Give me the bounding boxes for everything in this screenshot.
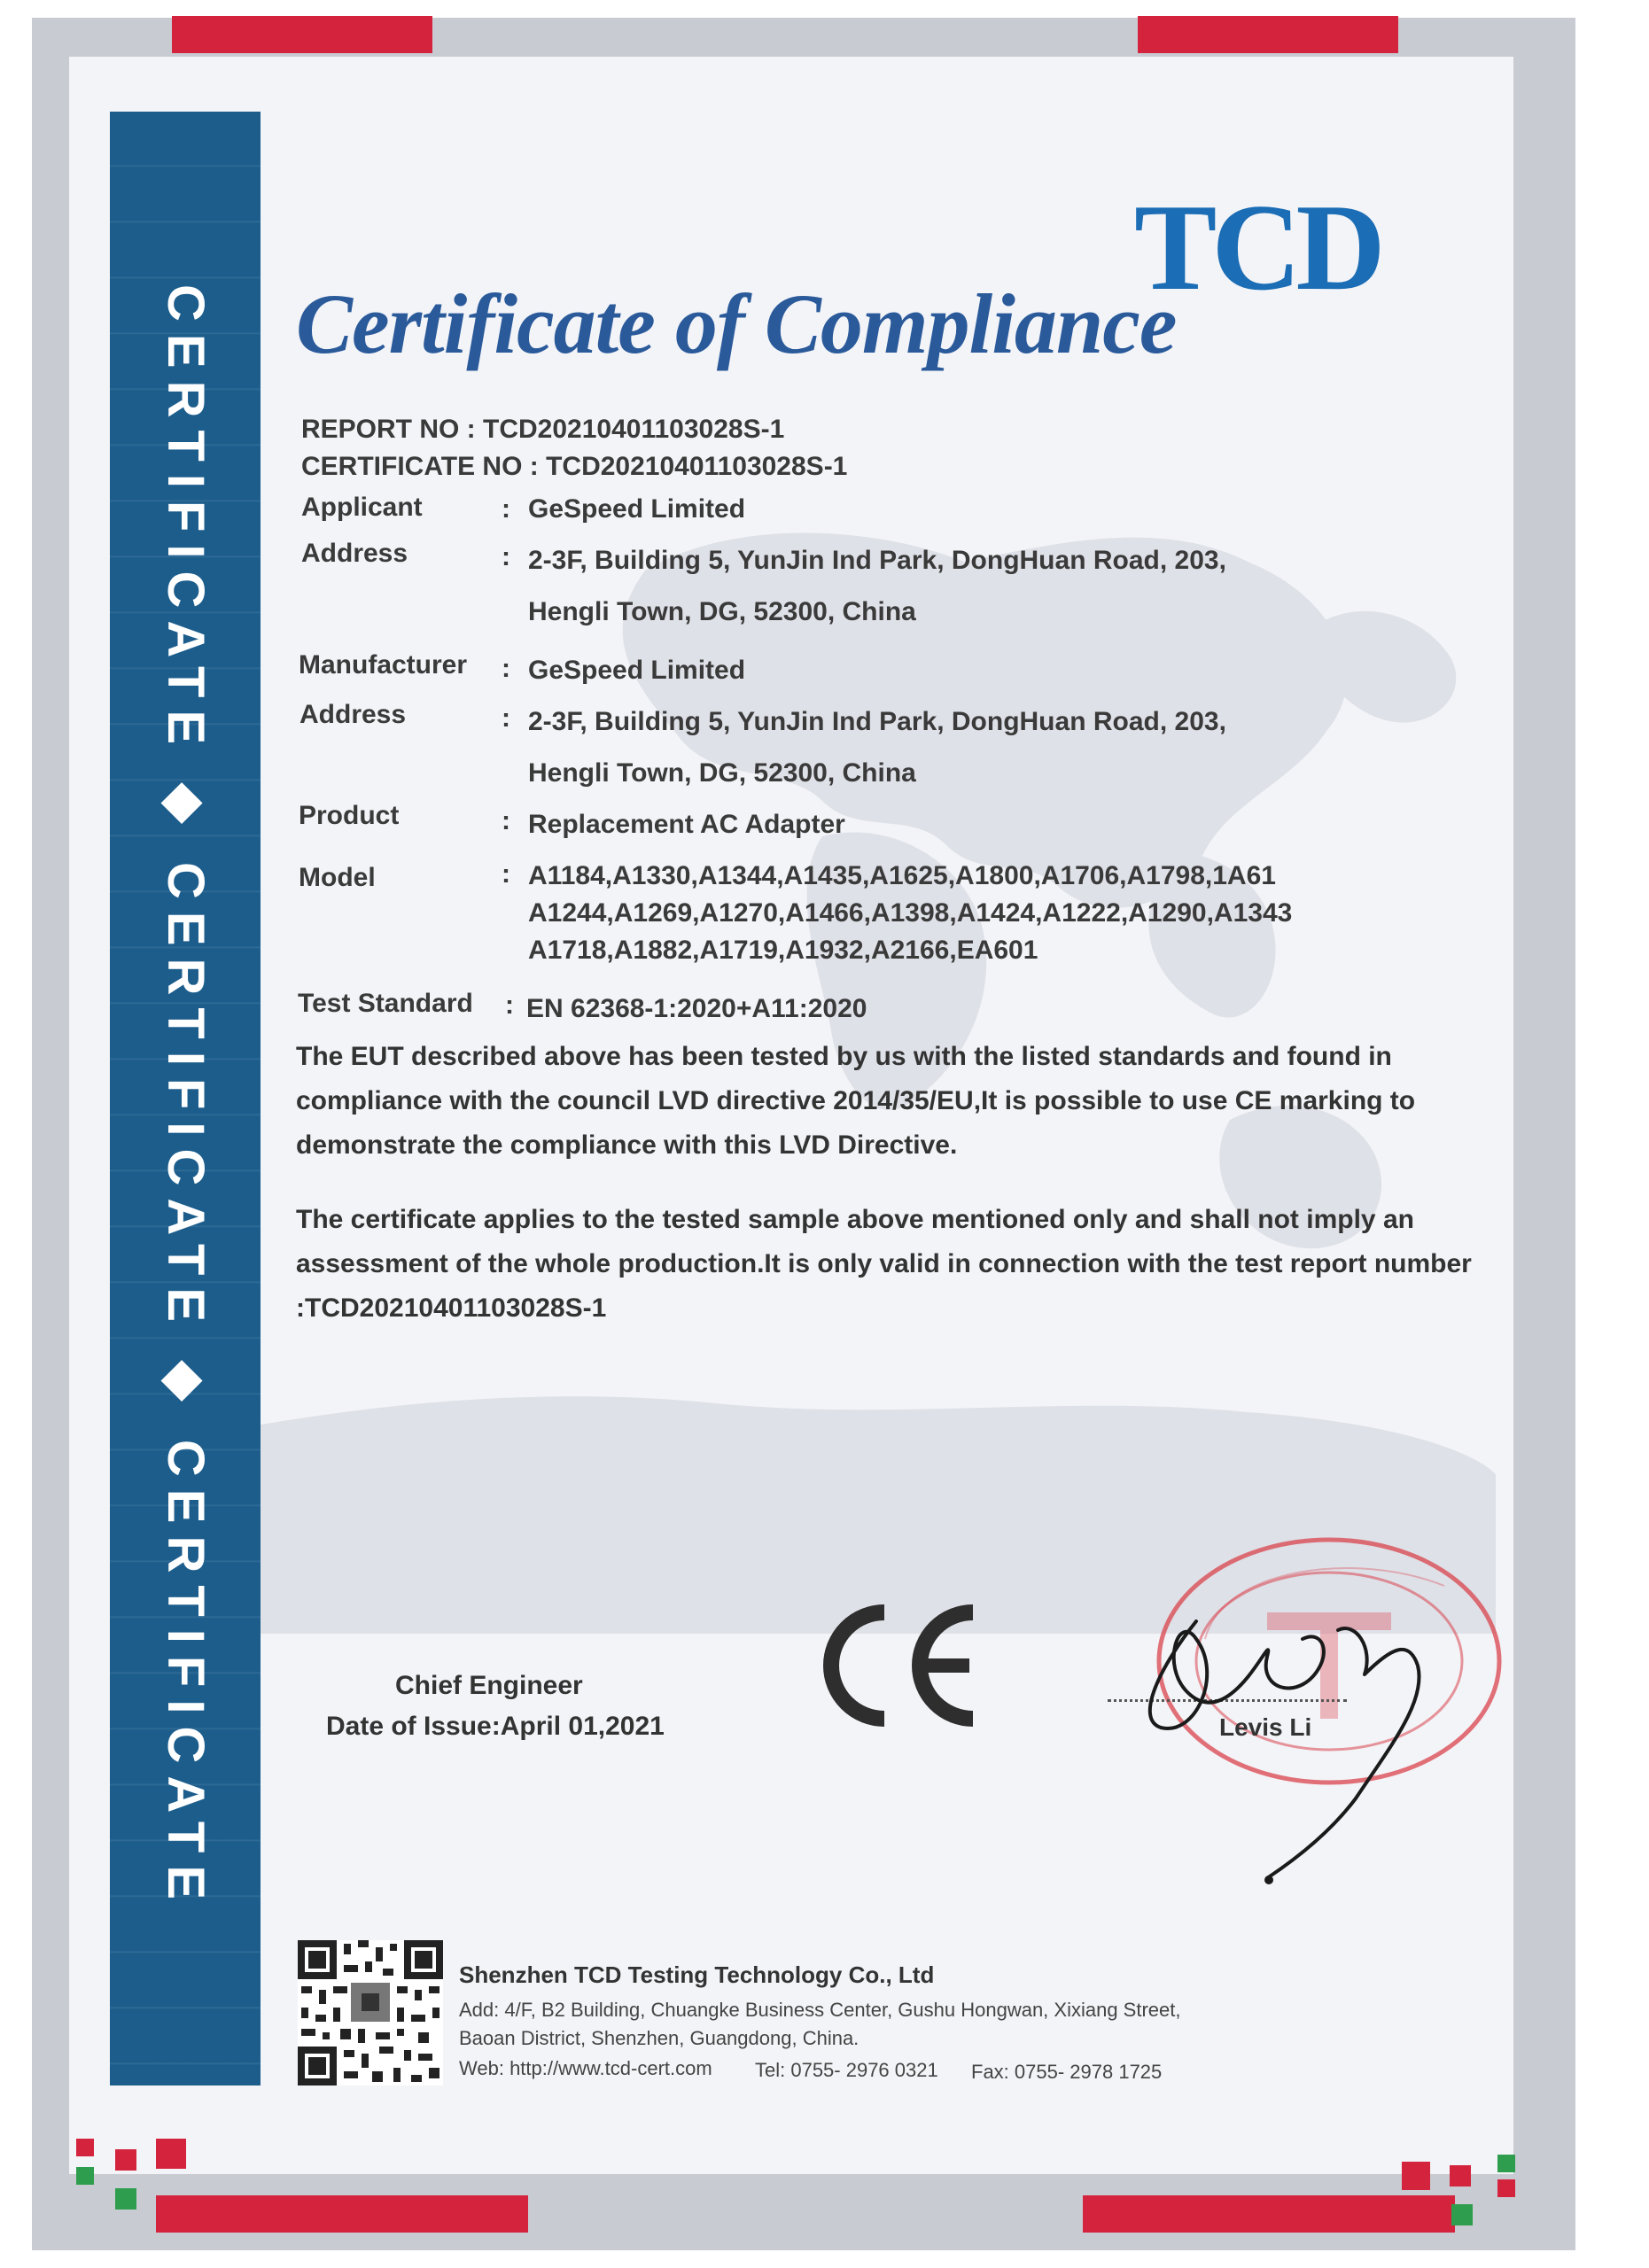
applicant-value: GeSpeed Limited [528,494,746,524]
date-of-issue: Date of Issue:April 01,2021 [326,1712,665,1741]
colon: : [502,494,510,524]
manufacturer-address-label: Address [299,700,407,729]
company-address-line1: Add: 4/F, B2 Building, Chuangke Business Center, Gushu Hongwan, Xixiang Street, [459,1999,1181,2021]
product-value: Replacement AC Adapter [528,810,845,839]
manufacturer-address-line2: Hengli Town, DG, 52300, China [528,758,916,788]
corner-square [1497,2179,1515,2197]
applicant-label: Applicant [301,493,423,522]
model-line: A1184,A1330,A1344,A1435,A1625,A1800,A1706,A1798,1A61 [528,861,1276,890]
handwritten-signature [1125,1568,1497,1896]
colon: : [502,542,510,571]
report-number: REPORT NO : TCD20210401103028S-1 [301,415,785,444]
corner-square [76,2167,94,2185]
corner-square [1402,2162,1430,2190]
manufacturer-address-line1: 2-3F, Building 5, YunJin Ind Park, DongHuan Road, 203, [528,707,1226,736]
company-name: Shenzhen TCD Testing Technology Co., Ltd [459,1961,935,1988]
bottom-bar-left [156,2195,528,2233]
colon: : [502,654,510,683]
corner-square [156,2139,186,2169]
manufacturer-label: Manufacturer [299,650,468,680]
model-line: A1244,A1269,A1270,A1466,A1398,A1424,A1222,A1290,A1343 [528,898,1293,928]
tcd-logo: TCD [1134,179,1381,316]
applicant-address-label: Address [301,539,408,568]
top-bar-left [172,16,432,53]
product-label: Product [299,801,400,830]
signer-name: Levis Li [1219,1713,1312,1741]
top-bar-right [1138,16,1398,53]
company-website: Web: http://www.tcd-cert.com [459,2057,712,2079]
test-standard-value: EN 62368-1:2020+A11:2020 [526,994,867,1023]
corner-square [115,2188,136,2210]
manufacturer-value: GeSpeed Limited [528,656,746,685]
ce-mark [813,1604,982,1728]
certificate-number: CERTIFICATE NO : TCD20210401103028S-1 [301,452,848,481]
colon: : [502,859,510,889]
validity-statement: The certificate applies to the tested sample above mentioned only and shall not imply an assessment of the whole production.It is only valid in connection with the test report number :TCD20210401103028S-1 [296,1205,1472,1323]
corner-square [115,2149,136,2171]
corner-square [1497,2155,1515,2172]
corner-square [1450,2165,1471,2186]
qr-code [298,1940,443,2085]
model-line: A1718,A1882,A1719,A1932,A2166,EA601 [528,936,1038,965]
test-standard-label: Test Standard [298,989,473,1018]
compliance-statement: The EUT described above has been tested by us with the listed standards and found in compliance with the council LVD directive 2014/35/EU,It is possible to use CE marking to demonstrate the compliance with this LVD Directive. [296,1042,1416,1160]
chief-engineer-label: Chief Engineer [395,1671,583,1700]
company-telephone: Tel: 0755- 2976 0321 [755,2059,938,2081]
colon: : [505,990,514,1020]
applicant-address-line2: Hengli Town, DG, 52300, China [528,597,916,626]
corner-square [76,2139,94,2156]
certificate-title: Certificate of Compliance [296,276,1177,371]
company-address-line2: Baoan District, Shenzhen, Guangdong, China. [459,2027,860,2049]
colon: : [502,806,510,835]
colon: : [502,703,510,733]
model-label: Model [299,863,376,892]
applicant-address-line1: 2-3F, Building 5, YunJin Ind Park, DongHuan Road, 203, [528,546,1226,575]
certificate-sidebar [110,112,261,2085]
corner-square [1451,2204,1473,2225]
bottom-bar-right [1083,2195,1455,2233]
company-fax: Fax: 0755- 2978 1725 [971,2061,1163,2083]
sidebar-text: CERTIFICATE ◆ CERTIFICATE ◆ CERTIFICATE [157,284,214,1913]
